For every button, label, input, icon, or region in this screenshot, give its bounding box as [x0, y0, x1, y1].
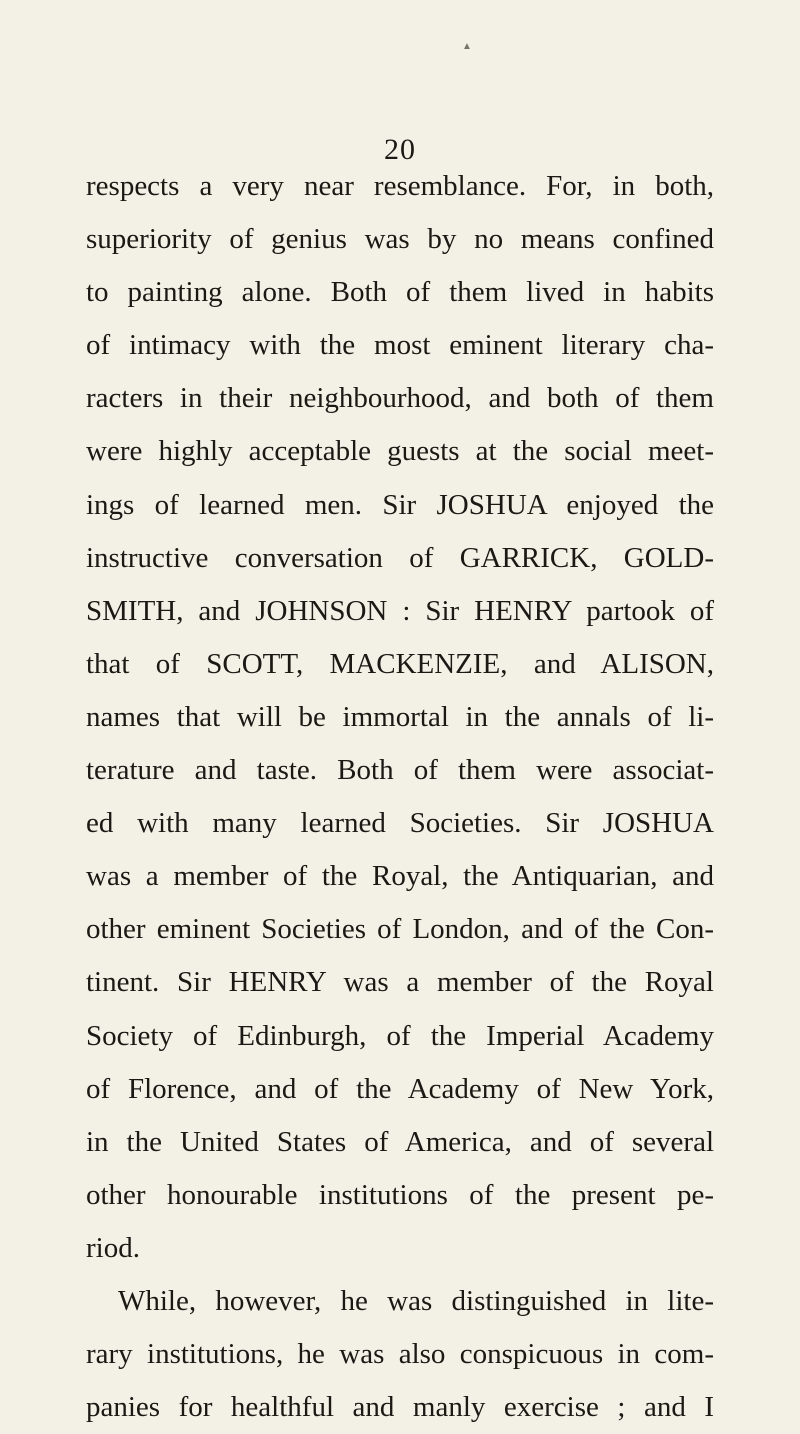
text-line: ings of learned men. Sir JOSHUA enjoyed the [86, 488, 714, 521]
text-line: Society of Edinburgh, of the Imperial Academy [86, 1019, 714, 1052]
text-line: to painting alone. Both of them lived in habits [86, 276, 714, 309]
text-line: riod. [86, 1231, 140, 1264]
text-line: ed with many learned Societies. Sir JOSHUA [86, 807, 714, 840]
text-line: names that will be immortal in the annals of li- [86, 700, 714, 733]
text-line: racters in their neighbourhood, and both of them [86, 382, 714, 415]
text-line: While, however, he was distinguished in lite- [118, 1284, 714, 1317]
text-line: of Florence, and of the Academy of New York, [86, 1072, 714, 1105]
text-line: was a member of the Royal, the Antiquarian, and [86, 860, 714, 893]
text-line: that of SCOTT, MACKENZIE, and ALISON, [86, 647, 714, 680]
text-line: SMITH, and JOHNSON : Sir HENRY partook of [86, 594, 714, 627]
text-line: panies for healthful and manly exercise ; and I [86, 1391, 714, 1424]
text-line: other eminent Societies of London, and of the Con- [86, 913, 714, 946]
text-line: were highly acceptable guests at the social meet- [86, 435, 714, 468]
text-line: superiority of genius was by no means confined [86, 223, 714, 256]
text-line: terature and taste. Both of them were associat- [86, 754, 714, 787]
text-line: instructive conversation of GARRICK, GOLD- [86, 541, 714, 574]
text-line: respects a very near resemblance. For, in both, [86, 170, 714, 202]
text-line: of intimacy with the most eminent literary cha- [86, 329, 714, 362]
text-line: tinent. Sir HENRY was a member of the Royal [86, 966, 714, 999]
text-line: rary institutions, he was also conspicuous in com- [86, 1338, 714, 1371]
text-line: other honourable institutions of the present pe- [86, 1178, 714, 1211]
body-text [86, 160, 714, 1434]
text-line: in the United States of America, and of several [86, 1125, 714, 1158]
printer-mark-icon: ▲ [462, 41, 472, 52]
page-number: 20 [384, 133, 416, 166]
